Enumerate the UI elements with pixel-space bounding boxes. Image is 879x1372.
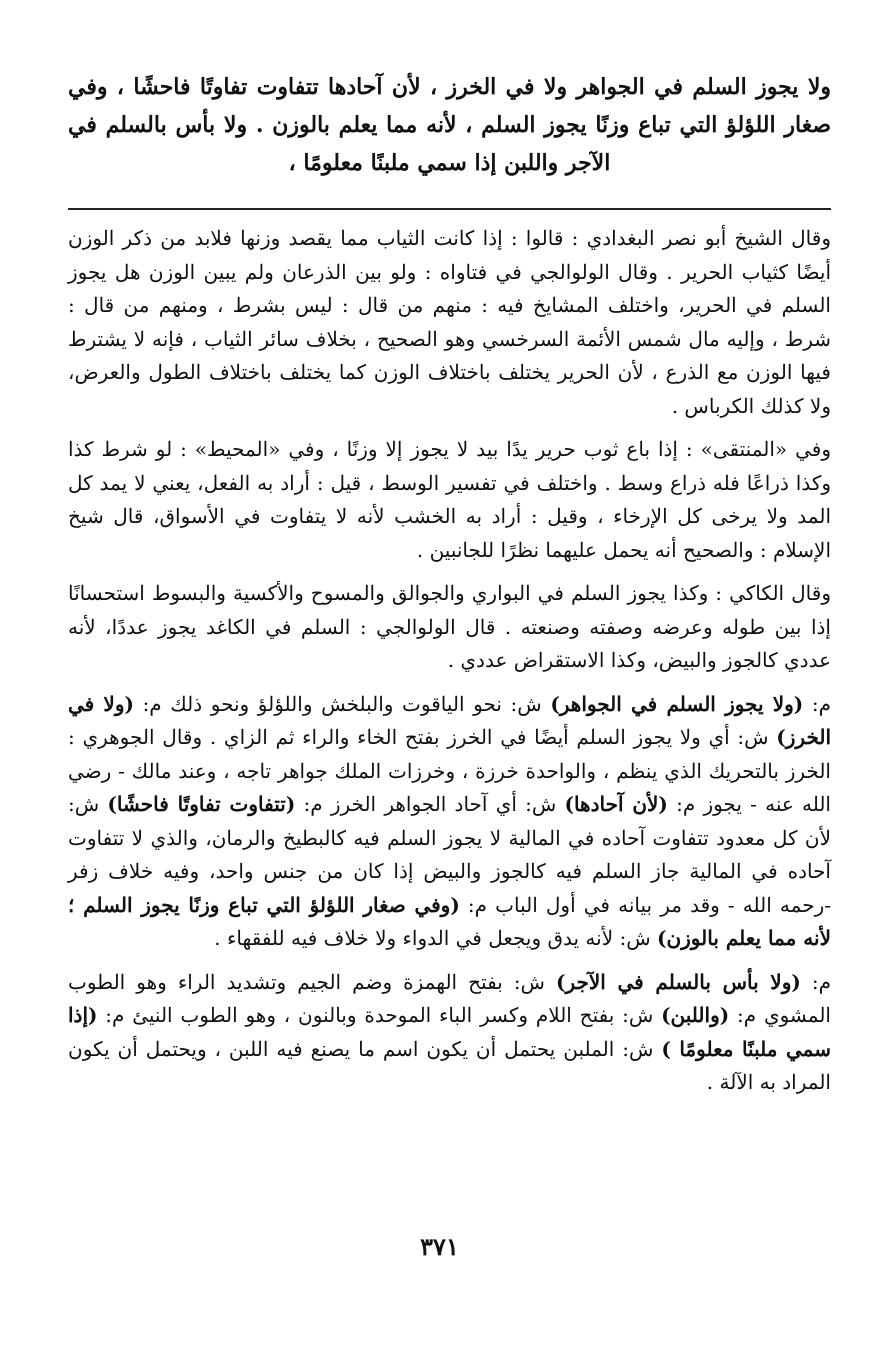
quoted-matn-text: (إذا سمي ملبنًا معلومًا ) [68,1003,831,1061]
commentary-text: ش: لأنه يدق ويجعل في الدواء ولا خلاف فيه للفقهاء . [214,926,657,950]
quoted-matn-text: (لأن آحادها) [564,792,668,816]
commentary-section [68,222,831,1100]
quoted-matn-text: (واللبن) [661,1003,730,1027]
commentary-paragraph [68,577,831,678]
commentary-text: وقال الشيخ أبو نصر البغدادي : قالوا : إذا كانت الثياب مما يقصد وزنها فلابد من ذكر الوزن أيضًا كثياب الحرير . وقال الولوالجي في فتاواه : ولو بين الذرعان ولم يبين الوزن هل يجوز السلم في الحرير، واختلف المشايخ فيه : منهم من قال : ليس بشرط ، ومنهم من قال : شرط ، وإليه مال شمس الأئمة السرخسي وهو الصحيح ، بخلاف سائر الثياب ، فإنه لا يشترط فيها الوزن مع الذرع ، لأن الحرير يختلف باختلاف الوزن كما يختلف باختلاف الطول والعرض، ولا كذلك الكرباس . [68,226,831,418]
commentary-paragraph [68,222,831,423]
commentary-text: ش: بفتح الهمزة وضم الجيم وتشديد الراء وهو الطوب المشوي م: [68,969,831,1027]
commentary-paragraph [68,966,831,1100]
commentary-text: ش: بفتح اللام وكسر الباء الموحدة وبالنون ، وهو الطوب النيئ م: [97,1003,662,1027]
matn-text: ولا يجوز السلم في الجواهر ولا في الخرز ، لأن آحادها تتفاوت تفاوتًا فاحشًا ، وفي صغار اللؤلؤ التي تباع وزنًا يجوز السلم ، لأنه مما يعلم بالوزن . ولا بأس بالسلم في الآجر واللبن إذا سمي ملبنًا معلومًا ، [68,74,831,176]
commentary-text: م: [800,969,831,994]
commentary-text: م: [803,691,831,716]
book-page [68,68,831,1372]
commentary-text: وفي «المنتقى» : إذا باع ثوب حرير يدًا بيد لا يجوز إلا وزنًا ، وفي «المحيط» : لو شرط كذا وكذا ذراعًا فله ذراع وسط . واختلف في تفسير الوسط ، قيل : أراد به الفعل، يعني لا يمد كل المد ولا يرخى كل الإرخاء ، وقيل : أراد به الخشب لأنه لا يتفاوت في الأسواق، قال شيخ الإسلام : والصحيح أنه يحمل عليهما نظرًا للجانبين . [68,437,831,562]
page-number: ٣٧١ [420,1232,459,1261]
quoted-matn-text: (ولا يجوز السلم في الجواهر) [550,691,804,716]
commentary-paragraph [68,688,831,956]
quoted-matn-text: (وفي صغار اللؤلؤ التي تباع وزنًا يجوز السلم ؛ لأنه مما يعلم بالوزن) [68,892,831,950]
commentary-paragraph [68,433,831,567]
quoted-matn-text: (ولا بأس بالسلم في الآجر) [556,969,801,994]
footnote-divider [68,208,831,210]
commentary-text: ش: لأن كل معدود تتفاوت آحاده في المالية لا يجوز السلم فيه كالبطيخ والرمان، والذي لا تتفاوت آحاده في المالية جاز السلم فيه كالجوز والبيض إذا كان من جنس واحد، وفيه خلاف زفر -رحمه الله - وقد مر بيانه في أول الباب م: [68,792,831,917]
quoted-matn-text: (تتفاوت تفاوتًا فاحشًا) [107,792,296,816]
commentary-text: وقال الكاكي : وكذا يجوز السلم في البواري والجوالق والمسوح والأكسية والبسوط استحسانًا إذا بين طوله وعرضه وصفته وصنعته . قال الولوالجي : السلم في الكاغد يجوز عددًا، لأنه عددي كالجوز والبيض، وكذا الاستقراض عددي . [68,581,831,672]
commentary-text: ش: أي ولا يجوز السلم أيضًا في الخرز بفتح الخاء والراء ثم الزاي . وقال الجوهري : الخرز بالتحريك الذي ينظم ، والواحدة خرزة ، وخرزات الملك جواهر تاجه ، وعند مالك - رضي الله عنه - يجوز م: [68,725,831,816]
commentary-text: ش: الملبن يحتمل أن يكون اسم ما يصنع فيه اللبن ، ويحتمل أن يكون المراد به الآلة . [68,1036,831,1094]
commentary-text: ش: نحو الياقوت والبلخش واللؤلؤ ونحو ذلك م: [133,691,551,716]
commentary-text: ش: أي آحاد الجواهر الخرز م: [295,792,565,816]
quoted-matn-text: (ولا في الخرز) [68,691,831,749]
